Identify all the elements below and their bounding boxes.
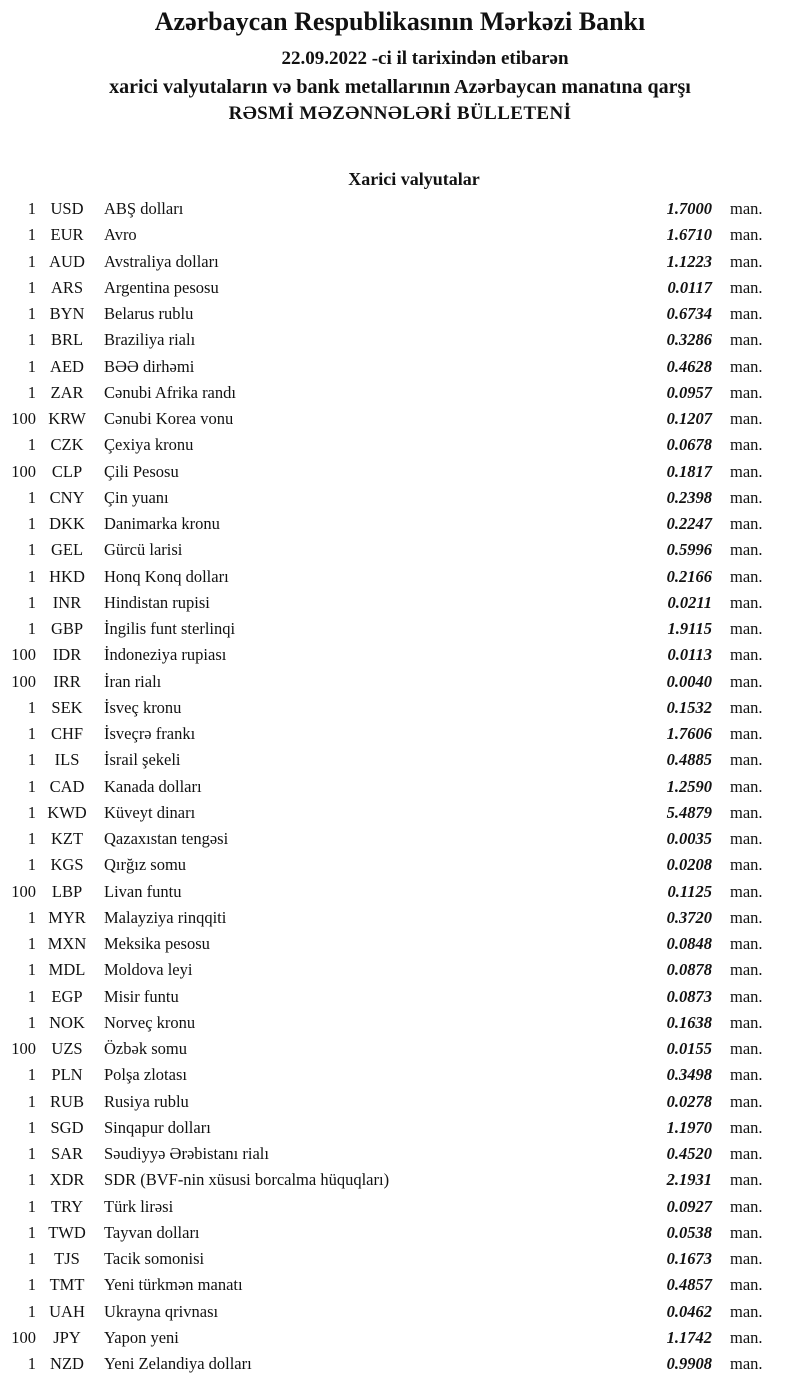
currency-code-cell: USD: [50, 199, 84, 219]
nominal-cell: 1: [27, 199, 36, 219]
currency-code-cell: BRL: [50, 330, 84, 350]
nominal-cell: 1: [27, 1091, 36, 1111]
nominal-cell: 1: [27, 1222, 36, 1242]
currency-name-cell: Tacik somonisi: [104, 1249, 205, 1269]
currency-code-cell: SAR: [50, 1144, 84, 1164]
rate-value-cell: 0.1532: [666, 697, 712, 717]
table-row: [0, 1089, 800, 1115]
rate-value-cell: 0.1207: [666, 409, 712, 429]
unit-label-cell: man.: [730, 802, 763, 822]
rate-value-cell: 1.7000: [666, 199, 712, 219]
rate-value-cell: 0.0873: [666, 986, 712, 1006]
unit-label-cell: man.: [730, 934, 763, 954]
nominal-cell: 1: [27, 1275, 36, 1295]
table-row: [0, 747, 800, 773]
currency-code-cell: MDL: [48, 960, 86, 980]
rate-value-cell: 0.0155: [666, 1039, 712, 1059]
table-row: [0, 1062, 800, 1088]
currency-code-cell: LBP: [51, 881, 83, 901]
table-row: [0, 642, 800, 668]
unit-label-cell: man.: [730, 1065, 763, 1085]
currency-code-cell: SEK: [51, 697, 83, 717]
currency-name-cell: Argentina pesosu: [104, 277, 219, 297]
table-row: [0, 564, 800, 590]
currency-code-cell: GEL: [50, 540, 84, 560]
table-row: [0, 459, 800, 485]
currency-name-cell: Özbək somu: [104, 1039, 187, 1059]
rate-value-cell: 2.1931: [666, 1170, 712, 1190]
currency-name-cell: Yeni türkmən manatı: [104, 1275, 243, 1295]
unit-label-cell: man.: [730, 855, 763, 875]
currency-code-cell: XDR: [49, 1170, 85, 1190]
currency-code-cell: MXN: [47, 934, 87, 954]
currency-name-cell: Rusiya rublu: [104, 1091, 189, 1111]
nominal-cell: 100: [11, 1039, 36, 1059]
unit-label-cell: man.: [730, 1327, 763, 1347]
nominal-cell: 1: [27, 1170, 36, 1190]
nominal-cell: 1: [27, 1196, 36, 1216]
currency-code-cell: CLP: [51, 461, 83, 481]
rate-value-cell: 0.0848: [666, 934, 712, 954]
rate-value-cell: 0.4520: [666, 1144, 712, 1164]
table-row: [0, 1299, 800, 1325]
table-row: [0, 537, 800, 563]
unit-label-cell: man.: [730, 199, 763, 219]
nominal-cell: 100: [11, 645, 36, 665]
nominal-cell: 1: [27, 697, 36, 717]
currency-code-cell: CZK: [50, 435, 84, 455]
unit-label-cell: man.: [730, 645, 763, 665]
rate-value-cell: 0.0113: [667, 645, 712, 665]
nominal-cell: 1: [27, 619, 36, 639]
table-row: [0, 1351, 800, 1377]
currency-name-cell: Danimarka kronu: [104, 514, 220, 534]
unit-label-cell: man.: [730, 1117, 763, 1137]
currency-code-cell: RUB: [50, 1091, 84, 1111]
currency-name-cell: İsrail şekeli: [104, 750, 181, 770]
currency-code-cell: IRR: [53, 671, 81, 691]
nominal-cell: 100: [11, 461, 36, 481]
unit-label-cell: man.: [730, 750, 763, 770]
unit-label-cell: man.: [730, 881, 763, 901]
nominal-cell: 1: [27, 382, 36, 402]
currency-code-cell: KGS: [50, 855, 84, 875]
rate-value-cell: 0.6734: [666, 304, 712, 324]
currency-code-cell: IDR: [52, 645, 82, 665]
currency-name-cell: Çili Pesosu: [104, 461, 179, 481]
unit-label-cell: man.: [730, 304, 763, 324]
table-row: [0, 327, 800, 353]
currency-code-cell: UAH: [49, 1301, 85, 1321]
table-row: [0, 957, 800, 983]
rate-value-cell: 0.0678: [666, 435, 712, 455]
table-row: [0, 905, 800, 931]
nominal-cell: 100: [11, 671, 36, 691]
table-row: [0, 590, 800, 616]
currency-code-cell: EGP: [51, 986, 83, 1006]
currency-name-cell: Sinqapur dolları: [104, 1117, 211, 1137]
currency-name-cell: Ukrayna qrivnası: [104, 1301, 219, 1321]
currency-name-cell: Cənubi Afrika randı: [104, 382, 236, 402]
rate-value-cell: 0.1638: [666, 1012, 712, 1032]
table-row: [0, 1194, 800, 1220]
currency-name-cell: Qırğız somu: [104, 855, 187, 875]
rate-value-cell: 0.0208: [666, 855, 712, 875]
unit-label-cell: man.: [730, 356, 763, 376]
unit-label-cell: man.: [730, 1222, 763, 1242]
currency-code-cell: KWD: [47, 802, 87, 822]
currency-code-cell: ZAR: [50, 382, 84, 402]
currency-code-cell: EUR: [50, 225, 84, 245]
currency-code-cell: HKD: [49, 566, 85, 586]
currency-name-cell: Yeni Zelandiya dolları: [104, 1354, 252, 1374]
unit-label-cell: man.: [730, 1144, 763, 1164]
nominal-cell: 1: [27, 277, 36, 297]
nominal-cell: 1: [27, 514, 36, 534]
currency-code-cell: INR: [52, 592, 82, 612]
nominal-cell: 1: [27, 855, 36, 875]
currency-name-cell: Səudiyyə Ərəbistanı rialı: [104, 1144, 269, 1164]
table-row: [0, 432, 800, 458]
table-row: [0, 301, 800, 327]
nominal-cell: 1: [27, 724, 36, 744]
rate-value-cell: 0.0538: [666, 1222, 712, 1242]
table-row: [0, 879, 800, 905]
rate-value-cell: 0.1673: [666, 1249, 712, 1269]
unit-label-cell: man.: [730, 461, 763, 481]
currency-code-cell: AUD: [49, 251, 85, 271]
unit-label-cell: man.: [730, 540, 763, 560]
nominal-cell: 100: [11, 1327, 36, 1347]
currency-name-cell: Moldova leyi: [104, 960, 193, 980]
nominal-cell: 1: [27, 1144, 36, 1164]
currency-name-cell: Küveyt dinarı: [104, 802, 196, 822]
rate-value-cell: 0.4857: [666, 1275, 712, 1295]
rate-value-cell: 5.4879: [666, 802, 712, 822]
table-row: [0, 1115, 800, 1141]
currency-name-cell: Türk lirəsi: [104, 1196, 174, 1216]
rate-value-cell: 1.1223: [666, 251, 712, 271]
currency-name-cell: Norveç kronu: [104, 1012, 196, 1032]
rate-value-cell: 0.5996: [666, 540, 712, 560]
currency-name-cell: Belarus rublu: [104, 304, 194, 324]
unit-label-cell: man.: [730, 409, 763, 429]
section-title-foreign-currencies: Xarici valyutalar: [348, 169, 480, 189]
rate-value-cell: 0.3720: [666, 907, 712, 927]
unit-label-cell: man.: [730, 697, 763, 717]
unit-label-cell: man.: [730, 1012, 763, 1032]
currency-name-cell: Honq Konq dolları: [104, 566, 229, 586]
rate-value-cell: 0.0117: [667, 277, 712, 297]
currency-code-cell: TMT: [49, 1275, 85, 1295]
unit-label-cell: man.: [730, 1249, 763, 1269]
unit-label-cell: man.: [730, 592, 763, 612]
currency-code-cell: GBP: [50, 619, 84, 639]
currency-code-cell: NOK: [49, 1012, 85, 1032]
unit-label-cell: man.: [730, 1354, 763, 1374]
table-row: [0, 406, 800, 432]
table-row: [0, 852, 800, 878]
unit-label-cell: man.: [730, 566, 763, 586]
unit-label-cell: man.: [730, 1196, 763, 1216]
table-row: [0, 511, 800, 537]
table-row: [0, 1272, 800, 1298]
table-row: [0, 1325, 800, 1351]
currency-code-cell: CHF: [50, 724, 84, 744]
currency-code-cell: UZS: [51, 1039, 83, 1059]
nominal-cell: 1: [27, 934, 36, 954]
currency-name-cell: ABŞ dolları: [104, 199, 184, 219]
table-row: [0, 196, 800, 222]
document-subtitle: xarici valyutaların və bank metallarının Azərbaycan manatına qarşı: [109, 75, 691, 98]
unit-label-cell: man.: [730, 330, 763, 350]
nominal-cell: 1: [27, 566, 36, 586]
currency-name-cell: İngilis funt sterlinqi: [104, 619, 236, 639]
currency-name-cell: Tayvan dolları: [104, 1222, 200, 1242]
unit-label-cell: man.: [730, 382, 763, 402]
currency-name-cell: Cənubi Korea vonu: [104, 409, 234, 429]
table-row: [0, 485, 800, 511]
unit-label-cell: man.: [730, 907, 763, 927]
currency-name-cell: Kanada dolları: [104, 776, 202, 796]
currency-name-cell: Çexiya kronu: [104, 435, 194, 455]
nominal-cell: 1: [27, 487, 36, 507]
nominal-cell: 1: [27, 435, 36, 455]
currency-name-cell: Misir funtu: [104, 986, 179, 1006]
unit-label-cell: man.: [730, 776, 763, 796]
nominal-cell: 1: [27, 1012, 36, 1032]
currency-code-cell: BYN: [49, 304, 85, 324]
unit-label-cell: man.: [730, 487, 763, 507]
unit-label-cell: man.: [730, 829, 763, 849]
currency-code-cell: KRW: [48, 409, 86, 429]
currency-name-cell: Yapon yeni: [104, 1327, 179, 1347]
rate-value-cell: 0.9908: [666, 1354, 712, 1374]
currency-code-cell: TRY: [50, 1196, 84, 1216]
currency-code-cell: PLN: [51, 1065, 83, 1085]
table-row: [0, 1010, 800, 1036]
currency-name-cell: İsveçrə frankı: [104, 724, 196, 744]
rate-value-cell: 1.7606: [666, 724, 712, 744]
unit-label-cell: man.: [730, 251, 763, 271]
currency-code-cell: ILS: [54, 750, 80, 770]
currency-name-cell: BƏƏ dirhəmi: [104, 356, 195, 376]
rate-value-cell: 0.2398: [666, 487, 712, 507]
table-row: [0, 616, 800, 642]
table-row: [0, 354, 800, 380]
unit-label-cell: man.: [730, 1275, 763, 1295]
table-row: [0, 695, 800, 721]
currency-name-cell: Avro: [104, 225, 137, 245]
currency-code-cell: DKK: [49, 514, 85, 534]
table-row: [0, 774, 800, 800]
currency-code-cell: AED: [50, 356, 84, 376]
nominal-cell: 1: [27, 356, 36, 376]
currency-code-cell: TJS: [54, 1249, 80, 1269]
currency-name-cell: İsveç kronu: [104, 697, 182, 717]
currency-name-cell: Çin yuanı: [104, 487, 169, 507]
nominal-cell: 1: [27, 829, 36, 849]
nominal-cell: 1: [27, 330, 36, 350]
table-row: [0, 380, 800, 406]
currency-name-cell: SDR (BVF-nin xüsusi borcalma hüquqları): [104, 1170, 390, 1190]
nominal-cell: 1: [27, 907, 36, 927]
currency-code-cell: TWD: [48, 1222, 86, 1242]
nominal-cell: 1: [27, 304, 36, 324]
currency-name-cell: İran rialı: [104, 671, 162, 691]
rate-value-cell: 1.9115: [667, 619, 712, 639]
currency-code-cell: SGD: [50, 1117, 84, 1137]
rate-value-cell: 0.0462: [666, 1301, 712, 1321]
table-row: [0, 249, 800, 275]
unit-label-cell: man.: [730, 619, 763, 639]
page-title: Azərbaycan Respublikasının Mərkəzi Bankı: [154, 7, 646, 36]
nominal-cell: 1: [27, 802, 36, 822]
currency-name-cell: Braziliya rialı: [104, 330, 196, 350]
nominal-cell: 1: [27, 251, 36, 271]
currency-name-cell: Gürcü larisi: [104, 540, 183, 560]
table-row: [0, 1141, 800, 1167]
nominal-cell: 1: [27, 986, 36, 1006]
currency-code-cell: ARS: [50, 277, 84, 297]
currency-code-cell: CNY: [49, 487, 85, 507]
table-row: [0, 826, 800, 852]
currency-name-cell: Qazaxıstan tengəsi: [104, 829, 229, 849]
nominal-cell: 1: [27, 1301, 36, 1321]
currency-code-cell: CAD: [49, 776, 85, 796]
rate-value-cell: 1.2590: [666, 776, 712, 796]
table-row: [0, 275, 800, 301]
unit-label-cell: man.: [730, 671, 763, 691]
rates-table: [0, 196, 800, 1377]
table-row: [0, 222, 800, 248]
unit-label-cell: man.: [730, 1301, 763, 1321]
nominal-cell: 1: [27, 1117, 36, 1137]
unit-label-cell: man.: [730, 960, 763, 980]
rate-value-cell: 1.1742: [666, 1327, 712, 1347]
table-row: [0, 1246, 800, 1272]
table-row: [0, 669, 800, 695]
rate-value-cell: 0.2166: [666, 566, 712, 586]
currency-code-cell: MYR: [48, 907, 86, 927]
nominal-cell: 100: [11, 409, 36, 429]
nominal-cell: 1: [27, 1249, 36, 1269]
nominal-cell: 1: [27, 960, 36, 980]
nominal-cell: 1: [27, 776, 36, 796]
unit-label-cell: man.: [730, 514, 763, 534]
currency-name-cell: Livan funtu: [104, 881, 182, 901]
document-header: [0, 6, 800, 125]
table-row: [0, 721, 800, 747]
rate-value-cell: 0.4885: [666, 750, 712, 770]
unit-label-cell: man.: [730, 986, 763, 1006]
rate-value-cell: 0.3286: [666, 330, 712, 350]
currency-name-cell: Malayziya rinqqiti: [104, 907, 227, 927]
currency-name-cell: İndoneziya rupiası: [104, 645, 227, 665]
nominal-cell: 100: [11, 881, 36, 901]
nominal-cell: 1: [27, 540, 36, 560]
currency-code-cell: NZD: [50, 1354, 84, 1374]
table-row: [0, 931, 800, 957]
rate-value-cell: 0.2247: [666, 514, 712, 534]
table-row: [0, 1167, 800, 1193]
table-row: [0, 1220, 800, 1246]
table-row: [0, 800, 800, 826]
currency-name-cell: Hindistan rupisi: [104, 592, 210, 612]
rate-value-cell: 0.0035: [666, 829, 712, 849]
currency-name-cell: Meksika pesosu: [104, 934, 210, 954]
rate-value-cell: 0.1125: [667, 881, 712, 901]
rate-value-cell: 1.1970: [666, 1117, 712, 1137]
nominal-cell: 1: [27, 1354, 36, 1374]
effective-date-line: 22.09.2022 -ci il tarixindən etibarən: [281, 47, 569, 69]
rate-value-cell: 0.0878: [666, 960, 712, 980]
rate-value-cell: 0.0927: [666, 1196, 712, 1216]
rate-value-cell: 0.0040: [666, 671, 712, 691]
currency-code-cell: JPY: [53, 1327, 81, 1347]
rate-value-cell: 0.0278: [666, 1091, 712, 1111]
rate-value-cell: 0.0211: [667, 592, 712, 612]
unit-label-cell: man.: [730, 225, 763, 245]
table-row: [0, 984, 800, 1010]
currency-name-cell: Avstraliya dolları: [104, 251, 219, 271]
unit-label-cell: man.: [730, 435, 763, 455]
rate-value-cell: 0.1817: [666, 461, 712, 481]
nominal-cell: 1: [27, 1065, 36, 1085]
nominal-cell: 1: [27, 592, 36, 612]
nominal-cell: 1: [27, 225, 36, 245]
currency-name-cell: Polşa zlotası: [104, 1065, 187, 1085]
rate-value-cell: 1.6710: [666, 225, 712, 245]
rate-value-cell: 0.0957: [666, 382, 712, 402]
rate-value-cell: 0.3498: [666, 1065, 712, 1085]
unit-label-cell: man.: [730, 1039, 763, 1059]
currency-code-cell: KZT: [50, 829, 84, 849]
unit-label-cell: man.: [730, 277, 763, 297]
unit-label-cell: man.: [730, 1170, 763, 1190]
unit-label-cell: man.: [730, 724, 763, 744]
nominal-cell: 1: [27, 750, 36, 770]
bulletin-title: RƏSMİ MƏZƏNNƏLƏRİ BÜLLETENİ: [228, 102, 572, 124]
table-row: [0, 1036, 800, 1062]
unit-label-cell: man.: [730, 1091, 763, 1111]
rate-value-cell: 0.4628: [666, 356, 712, 376]
